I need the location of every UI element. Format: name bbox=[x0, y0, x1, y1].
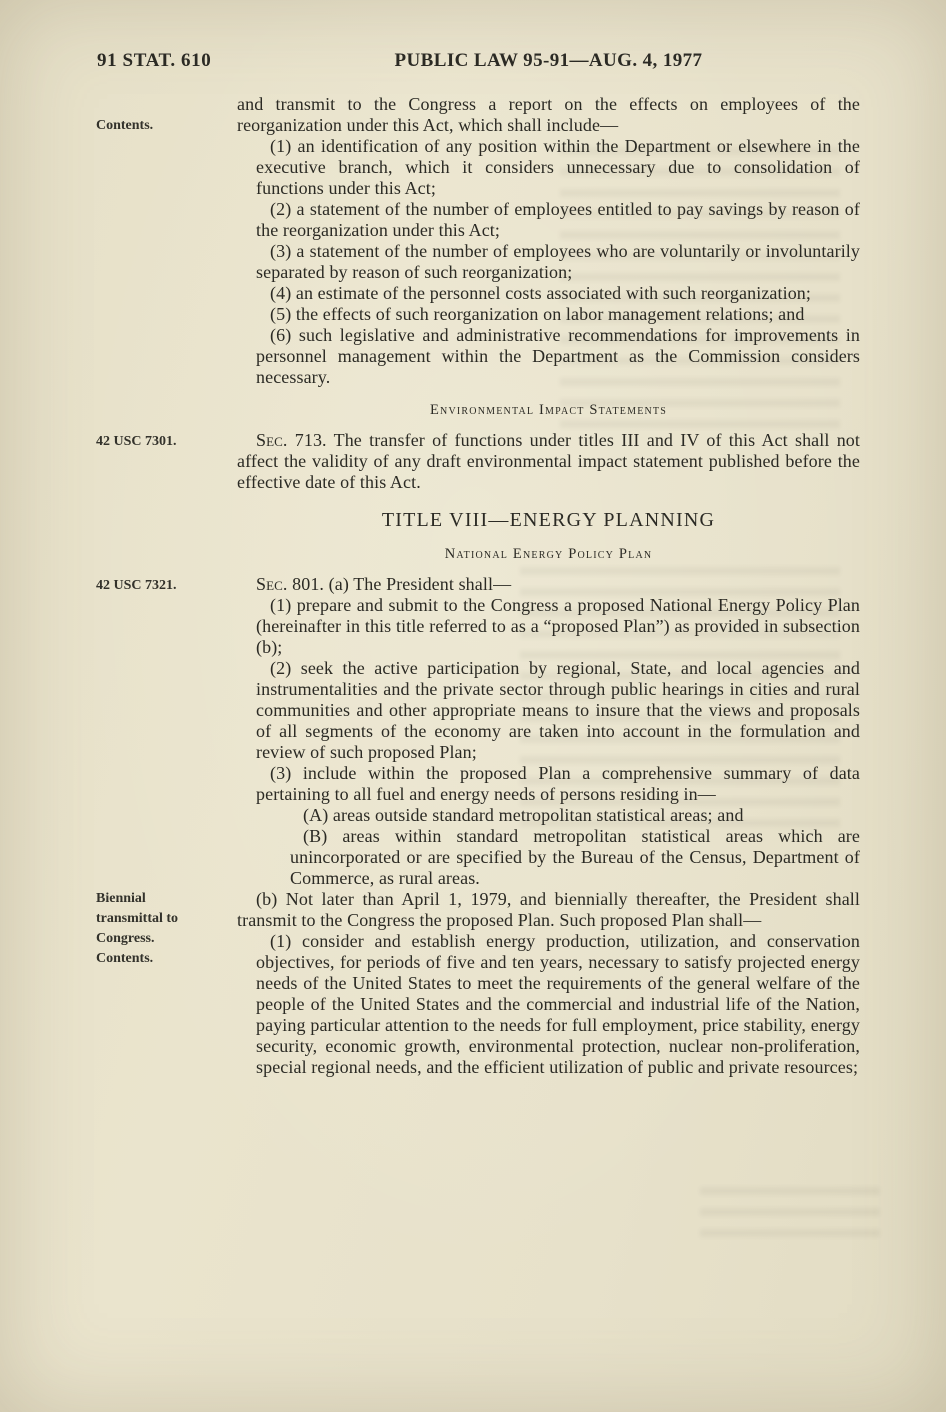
margin-note-usc-7301: 42 USC 7301. bbox=[96, 434, 177, 449]
page-body bbox=[0, 94, 946, 1078]
margin-note-biennial-transmittal: Biennial transmittal to Congress. Contents. bbox=[96, 891, 179, 966]
sec-801-item-2: (2) seek the active participation by regional, State, and local agencies and instrumentalities and the private sector through public hearings in cities and rural communities and other appropriate means to insure that the views and proposals of all segments of the economy are taken into account in the formulation and review of such proposed Plan; bbox=[256, 658, 860, 762]
intro-paragraph: and transmit to the Congress a report on the effects on employees of the reorganization under this Act, which shall include— bbox=[237, 94, 860, 135]
heading-title-viii: TITLE VIII—ENERGY PLANNING bbox=[381, 509, 716, 531]
subsection-b-paragraph: (b) Not later than April 1, 1979, and biennially thereafter, the President shall transmit to the Congress the proposed Plan. Such proposed Plan shall— bbox=[237, 889, 860, 930]
margin-note-contents: Contents. bbox=[96, 118, 154, 133]
sec-801-subitem-a: (A) areas outside standard metropolitan statistical areas; and bbox=[303, 805, 744, 825]
sec-801-paragraph bbox=[237, 574, 860, 595]
sec-801-subitem-b: (B) areas within standard metropolitan statistical areas which are unincorporated or are specified by the Bureau of the Census, Department of Commerce, as rural areas. bbox=[290, 826, 860, 888]
subsection-b-block bbox=[0, 889, 946, 966]
sec-801-item-3: (3) include within the proposed Plan a comprehensive summary of data pertaining to all fuel and energy needs of persons residing in— bbox=[256, 763, 860, 804]
report-item-3: (3) a statement of the number of employees who are voluntarily or involuntarily separated by reason of such reorganization; bbox=[256, 241, 860, 282]
law-title: PUBLIC LAW 95-91—AUG. 4, 1977 bbox=[394, 50, 703, 71]
subsection-b-item-1: (1) consider and establish energy production, utilization, and conservation objectives, for periods of five and ten years, necessary to satisfy projected energy needs of the United States to meet the requirements of the general welfare of the people of the United States and the commercial and industrial life of the Nation, paying particular attention to the needs for full employment, price stability, energy security, economic growth, environmental protection, nuclear non-proliferation, special regional needs, and the efficient utilization of public and private resources; bbox=[256, 931, 860, 1077]
report-item-6: (6) such legislative and administrative recommendations for improvements in personnel management within the Department as the Commission considers necessary. bbox=[256, 325, 860, 387]
sec-801-item-1: (1) prepare and submit to the Congress a proposed National Energy Policy Plan (hereinafter in this title referred to as a “proposed Plan”) as provided in subsection (b); bbox=[256, 595, 860, 657]
bleedthrough-artifact bbox=[700, 1180, 880, 1240]
sec-801-block bbox=[0, 574, 946, 595]
heading-environmental-impact-statements: Environmental Impact Statements bbox=[429, 402, 667, 418]
report-item-5: (5) the effects of such reorganization on labor management relations; and bbox=[270, 304, 805, 324]
sec-713-label: Sec. 713. bbox=[256, 430, 327, 450]
sec-713-text: The transfer of functions under titles III and IV of this Act shall not affect the validity of any draft environmental impact statement published before the effective date of this Act. bbox=[237, 430, 861, 492]
sec-713-paragraph bbox=[237, 430, 860, 493]
margin-note-usc-7321: 42 USC 7321. bbox=[96, 578, 177, 593]
heading-national-energy-policy-plan: National Energy Policy Plan bbox=[444, 546, 653, 562]
intro-block bbox=[0, 94, 946, 136]
sec-801-text: (a) The President shall— bbox=[328, 574, 512, 594]
page-number: 91 STAT. 610 bbox=[97, 50, 212, 71]
report-item-4: (4) an estimate of the personnel costs associated with such reorganization; bbox=[270, 283, 812, 303]
report-item-1: (1) an identification of any position within the Department or elsewhere in the executive branch, which it considers unnecessary due to consolidation of functions under this Act; bbox=[256, 136, 860, 198]
sec-801-label: Sec. 801. bbox=[256, 574, 325, 594]
sec-713-block bbox=[0, 430, 946, 493]
report-item-2: (2) a statement of the number of employees entitled to pay savings by reason of the reorganization under this Act; bbox=[256, 199, 860, 240]
